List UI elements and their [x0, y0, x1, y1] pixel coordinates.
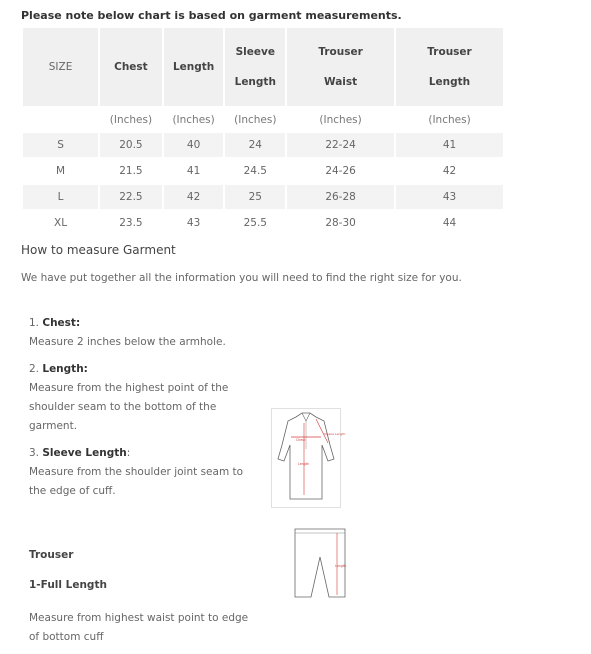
table-cell: 25 [224, 184, 286, 210]
length-label: Length [298, 462, 309, 466]
table-cell: 41 [163, 158, 225, 184]
table-cell: (Inches) [395, 107, 504, 132]
step-suffix: : [126, 447, 131, 459]
trouser-full-length-title: 1-Full Length [29, 579, 107, 591]
kurta-illustration [272, 409, 346, 507]
table-cell: XL [22, 210, 99, 236]
step-title [29, 314, 254, 333]
table-cell: (Inches) [286, 107, 395, 132]
table-cell: 28-30 [286, 210, 395, 236]
table-cell [22, 107, 99, 132]
step-label: Length: [42, 363, 88, 375]
step-number: 2. [29, 363, 40, 375]
table-cell: 26-28 [286, 184, 395, 210]
trouser-section-title: Trouser [29, 549, 74, 561]
table-cell: 24-26 [286, 158, 395, 184]
step-title [29, 360, 254, 379]
trouser-measurement-diagram [293, 527, 347, 599]
step-label: Chest: [42, 317, 81, 329]
trouser-length-label: Length [335, 564, 346, 568]
sleeve-label: Sleeve Length [324, 432, 346, 436]
step-chest [29, 314, 254, 352]
step-number: 3. [29, 447, 40, 459]
table-cell: 40 [163, 132, 225, 158]
header-label: Trouser [427, 46, 472, 58]
units-row [22, 107, 504, 132]
table-cell: 25.5 [224, 210, 286, 236]
header-sleeve-length [224, 27, 286, 107]
table-cell: 22-24 [286, 132, 395, 158]
header-trouser-length [395, 27, 504, 107]
step-title [29, 444, 254, 463]
step-description: Measure from the shoulder joint seam to the edge of cuff. [29, 466, 244, 497]
step-label: Sleeve Length [42, 447, 127, 459]
step-description: Measure from the highest point of the shoulder seam to the bottom of the garment. [29, 382, 229, 432]
how-to-measure-intro: We have put together all the information you will need to find the right size for you. [21, 272, 462, 284]
table-cell: (Inches) [99, 107, 163, 132]
table-row [22, 184, 504, 210]
header-label: Length [234, 76, 276, 88]
chest-label: Chest [296, 438, 306, 442]
header-label: Chest [114, 61, 148, 73]
trouser-full-length-description: Measure from highest waist point to edge of bottom cuff [29, 612, 249, 643]
table-cell: 42 [395, 158, 504, 184]
step-sleeve-length [29, 444, 254, 501]
header-label: Waist [323, 76, 358, 88]
measurement-steps [29, 314, 254, 509]
table-cell: L [22, 184, 99, 210]
table-header-row [22, 27, 504, 107]
header-label: SIZE [48, 61, 73, 73]
step-description: Measure 2 inches below the armhole. [29, 336, 226, 348]
step-length [29, 360, 254, 436]
how-to-measure-title: How to measure Garment [21, 243, 176, 257]
table-cell: 41 [395, 132, 504, 158]
table-cell: 22.5 [99, 184, 163, 210]
garment-measurement-diagram [271, 408, 346, 508]
header-label: Length [172, 61, 215, 73]
table-row [22, 210, 504, 236]
step-number: 1. [29, 317, 40, 329]
header-label: Length [428, 76, 471, 88]
table-cell: 42 [163, 184, 225, 210]
table-cell: 24 [224, 132, 286, 158]
table-cell: 44 [395, 210, 504, 236]
table-cell: M [22, 158, 99, 184]
header-label: Sleeve [235, 46, 275, 58]
table-row [22, 158, 504, 184]
table-cell: 21.5 [99, 158, 163, 184]
header-chest [99, 27, 163, 107]
table-cell: S [22, 132, 99, 158]
header-trouser-waist [286, 27, 395, 107]
trouser-illustration [293, 527, 347, 599]
header-label: Trouser [318, 46, 363, 58]
table-cell: 24.5 [224, 158, 286, 184]
table-cell: 23.5 [99, 210, 163, 236]
table-cell: (Inches) [224, 107, 286, 132]
table-cell: 20.5 [99, 132, 163, 158]
table-cell: 43 [395, 184, 504, 210]
table-cell: (Inches) [163, 107, 225, 132]
table-row [22, 132, 504, 158]
header-length [163, 27, 225, 107]
chart-note: Please note below chart is based on garment measurements. [21, 9, 402, 22]
table-cell: 43 [163, 210, 225, 236]
header-size [22, 27, 99, 107]
size-chart-table [21, 26, 505, 237]
